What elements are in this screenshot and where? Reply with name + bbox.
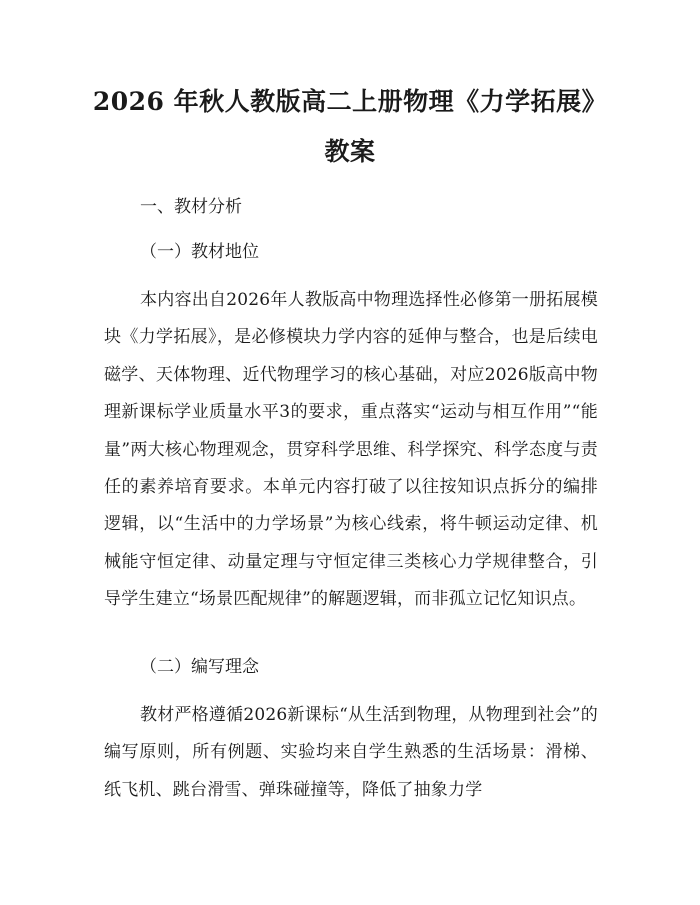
paragraph-textbook-status: 本内容出自2026年人教版高中物理选择性必修第一册拓展模块《力学拓展》，是必修模块力学内容的延伸与整合，也是后续电磁学、天体物理、近代物理学习的核心基础，对应2026版高中物理新课标学业质量水平3的要求，重点落实“运动与相互作用”“能量”两大核心物理观念，贯穿科学思维、科学探究、科学态度与责任的素养培育要求。本单元内容打破了以往按知识点拆分的编排逻辑，以“生活中的力学场景”为核心线索，将牛顿运动定律、机械能守恒定律、动量定理与守恒定律三类核心力学规律整合，引导学生建立“场景匹配规律”的解题逻辑，而非孤立记忆知识点。	[104, 290, 598, 610]
section-heading-textbook-analysis: 一、教材分析	[140, 197, 242, 217]
subsection-heading-writing-concept: （二）编写理念	[140, 657, 259, 677]
subsection-heading-textbook-status: （一）教材地位	[140, 242, 259, 262]
document-title-line-2: 教案	[324, 137, 376, 166]
paragraph-writing-concept: 教材严格遵循2026新课标“从生活到物理，从物理到社会”的编写原则，所有例题、实验均来自学生熟悉的生活场景：滑梯、纸飞机、跳台滑雪、弹珠碰撞等，降低了抽象力学	[104, 705, 598, 800]
document-title-line-1: 2026 年秋人教版高二上册物理《力学拓展》	[92, 87, 608, 116]
